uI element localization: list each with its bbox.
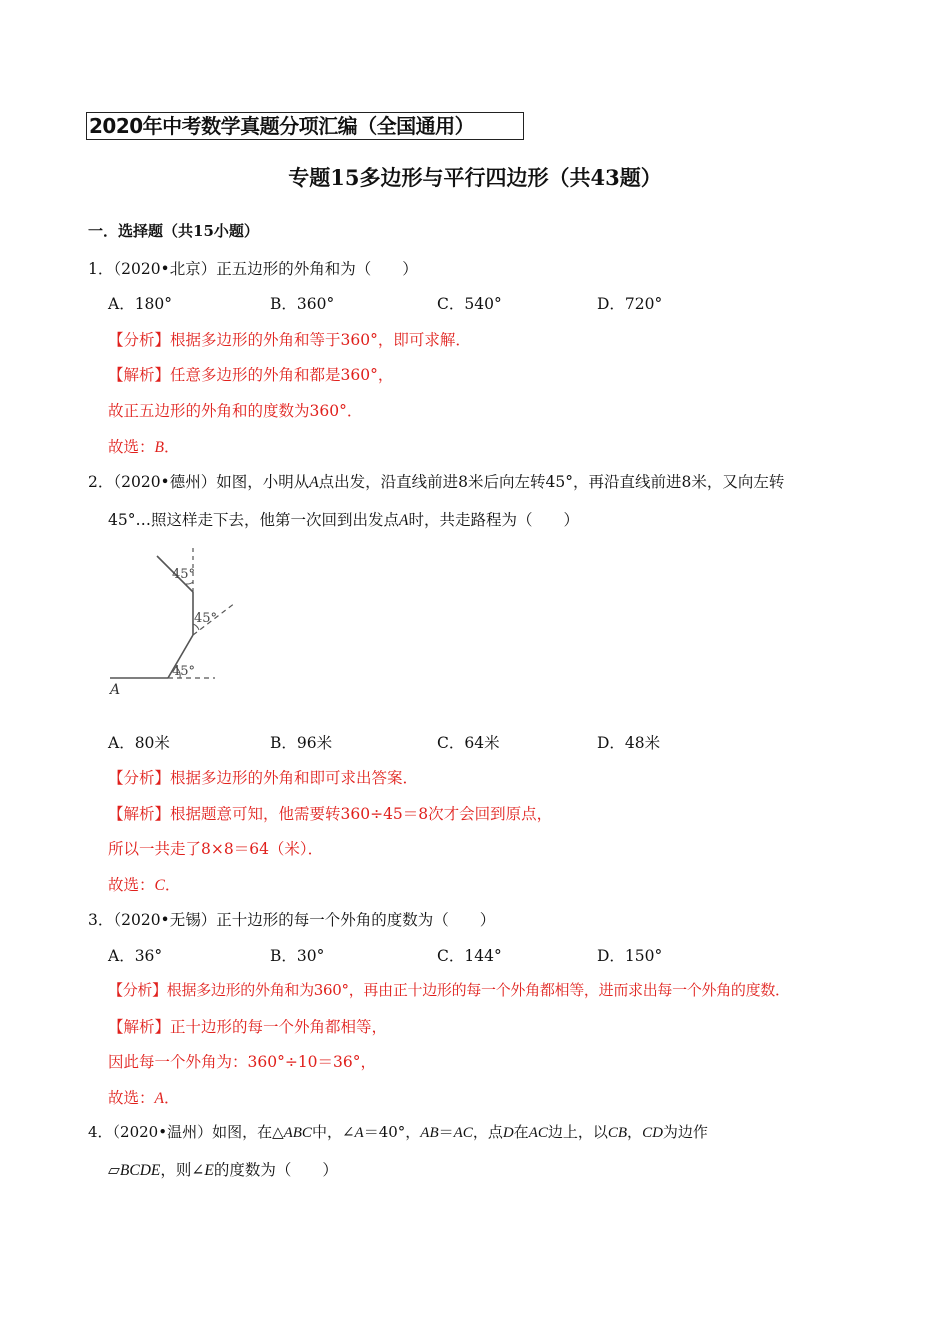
angle-arc — [186, 582, 193, 584]
q2-option-c: C．64米 — [437, 734, 500, 752]
answer-prefix: 故选： — [108, 876, 155, 894]
q2-stem-part: 2．（2020•德州）如图，小明从 — [88, 473, 310, 491]
angle-label: 45° — [172, 664, 196, 679]
var-d: D — [502, 1125, 514, 1141]
point-label-a: A — [110, 682, 121, 698]
var-ac: AC — [528, 1125, 548, 1141]
answer-suffix: ． — [163, 1089, 180, 1107]
var-a: A — [354, 1125, 364, 1141]
q1-analysis: 【分析】根据多边形的外角和等于360°，即可求解． — [108, 331, 471, 349]
q4-stem-part: ＝40°， — [363, 1123, 421, 1141]
q1-option-b: B．360° — [270, 295, 335, 313]
q4-stem-part: 为边作 — [662, 1123, 708, 1141]
series-title: 2020年中考数学真题分项汇编（全国通用） — [86, 112, 524, 140]
q2-stem-part: 时，共走路程为（ ） — [408, 511, 579, 529]
q3-answer — [108, 1086, 180, 1108]
var-abc: ABC — [283, 1125, 312, 1141]
var-cd: CD — [642, 1125, 663, 1141]
q3-option-a: A．36° — [108, 947, 163, 965]
q2-stem-line2 — [108, 508, 579, 530]
q3-solution: 【解析】正十边形的每一个外角都相等， — [108, 1018, 388, 1036]
q2-analysis: 【分析】根据多边形的外角和即可求出答案． — [108, 769, 419, 787]
angle-label: 45° — [194, 611, 218, 626]
var-a: A — [309, 474, 319, 491]
q2-option-a: A．80米 — [108, 734, 170, 752]
answer-letter: B — [154, 439, 164, 456]
q1-solution: 【解析】任意多边形的外角和都是360°， — [108, 366, 394, 384]
var-ac: AC — [453, 1125, 473, 1141]
q3-analysis: 【分析】根据多边形的外角和为360°，再由正十边形的每一个外角都相等，进而求出每一个外角的度数． — [108, 981, 790, 999]
angle-label: 45° — [172, 567, 196, 582]
answer-prefix: 故选： — [108, 1089, 155, 1107]
answer-suffix: ． — [163, 438, 180, 456]
q3-stem: 3．（2020•无锡）正十边形的每一个外角的度数为（ ） — [88, 911, 496, 929]
q1-option-a: A．180° — [108, 295, 173, 313]
q2-solution: 【解析】根据题意可知，他需要转360÷45＝8次才会回到原点， — [108, 805, 553, 823]
q4-stem-part: 的度数为（ ） — [213, 1161, 338, 1179]
q3-option-c: C．144° — [437, 947, 502, 965]
parallelogram-symbol: ▱ — [108, 1161, 120, 1179]
q4-stem — [88, 1121, 708, 1142]
section-heading: 一．选择题（共15小题） — [88, 222, 259, 240]
q2-stem-part: 点出发，沿直线前进8米后向左转45°，再沿直线前进8米，又向左转 — [318, 473, 785, 491]
q4-stem-part: 中，∠ — [311, 1123, 355, 1141]
document-title: 专题15多边形与平行四边形（共43题） — [288, 165, 662, 190]
q3-option-d: D．150° — [597, 947, 663, 965]
q4-stem-part: ＝ — [438, 1123, 454, 1141]
q2-walking-path-figure — [100, 540, 250, 700]
q4-stem-part: ， — [627, 1123, 643, 1141]
q4-stem-part: ，点 — [472, 1123, 503, 1141]
q1-option-c: C．540° — [437, 295, 502, 313]
q2-solution-2: 所以一共走了8×8＝64（米）． — [108, 840, 324, 858]
var-cb: CB — [607, 1125, 628, 1141]
q3-option-b: B．30° — [270, 947, 325, 965]
q2-option-b: B．96米 — [270, 734, 333, 752]
q3-solution-2: 因此每一个外角为：360°÷10＝36°， — [108, 1053, 377, 1071]
q2-stem-part: 45°…照这样走下去，他第一次回到出发点 — [108, 511, 399, 529]
q4-stem-part: 4．（2020•温州）如图，在△ — [88, 1123, 284, 1141]
q1-solution-2: 故正五边形的外角和的度数为360°． — [108, 402, 363, 420]
answer-suffix: ． — [164, 876, 181, 894]
q2-option-d: D．48米 — [597, 734, 661, 752]
q4-stem-part: 边上，以 — [547, 1123, 608, 1141]
q2-answer — [108, 873, 180, 895]
answer-letter: C — [154, 877, 165, 894]
answer-letter: A — [154, 1090, 164, 1107]
answer-prefix: 故选： — [108, 438, 155, 456]
q1-answer — [108, 435, 180, 457]
var-e: E — [204, 1162, 214, 1179]
q1-stem: 1．（2020•北京）正五边形的外角和为（ ） — [88, 260, 418, 278]
q1-option-d: D．720° — [597, 295, 663, 313]
var-a: A — [398, 512, 409, 529]
q4-stem-part: 在 — [513, 1123, 529, 1141]
var-bcde: BCDE — [119, 1162, 161, 1179]
q4-stem-line2 — [108, 1158, 338, 1180]
q4-stem-part: ，则∠ — [160, 1161, 205, 1179]
q2-stem — [88, 470, 784, 492]
var-ab: AB — [420, 1125, 439, 1141]
